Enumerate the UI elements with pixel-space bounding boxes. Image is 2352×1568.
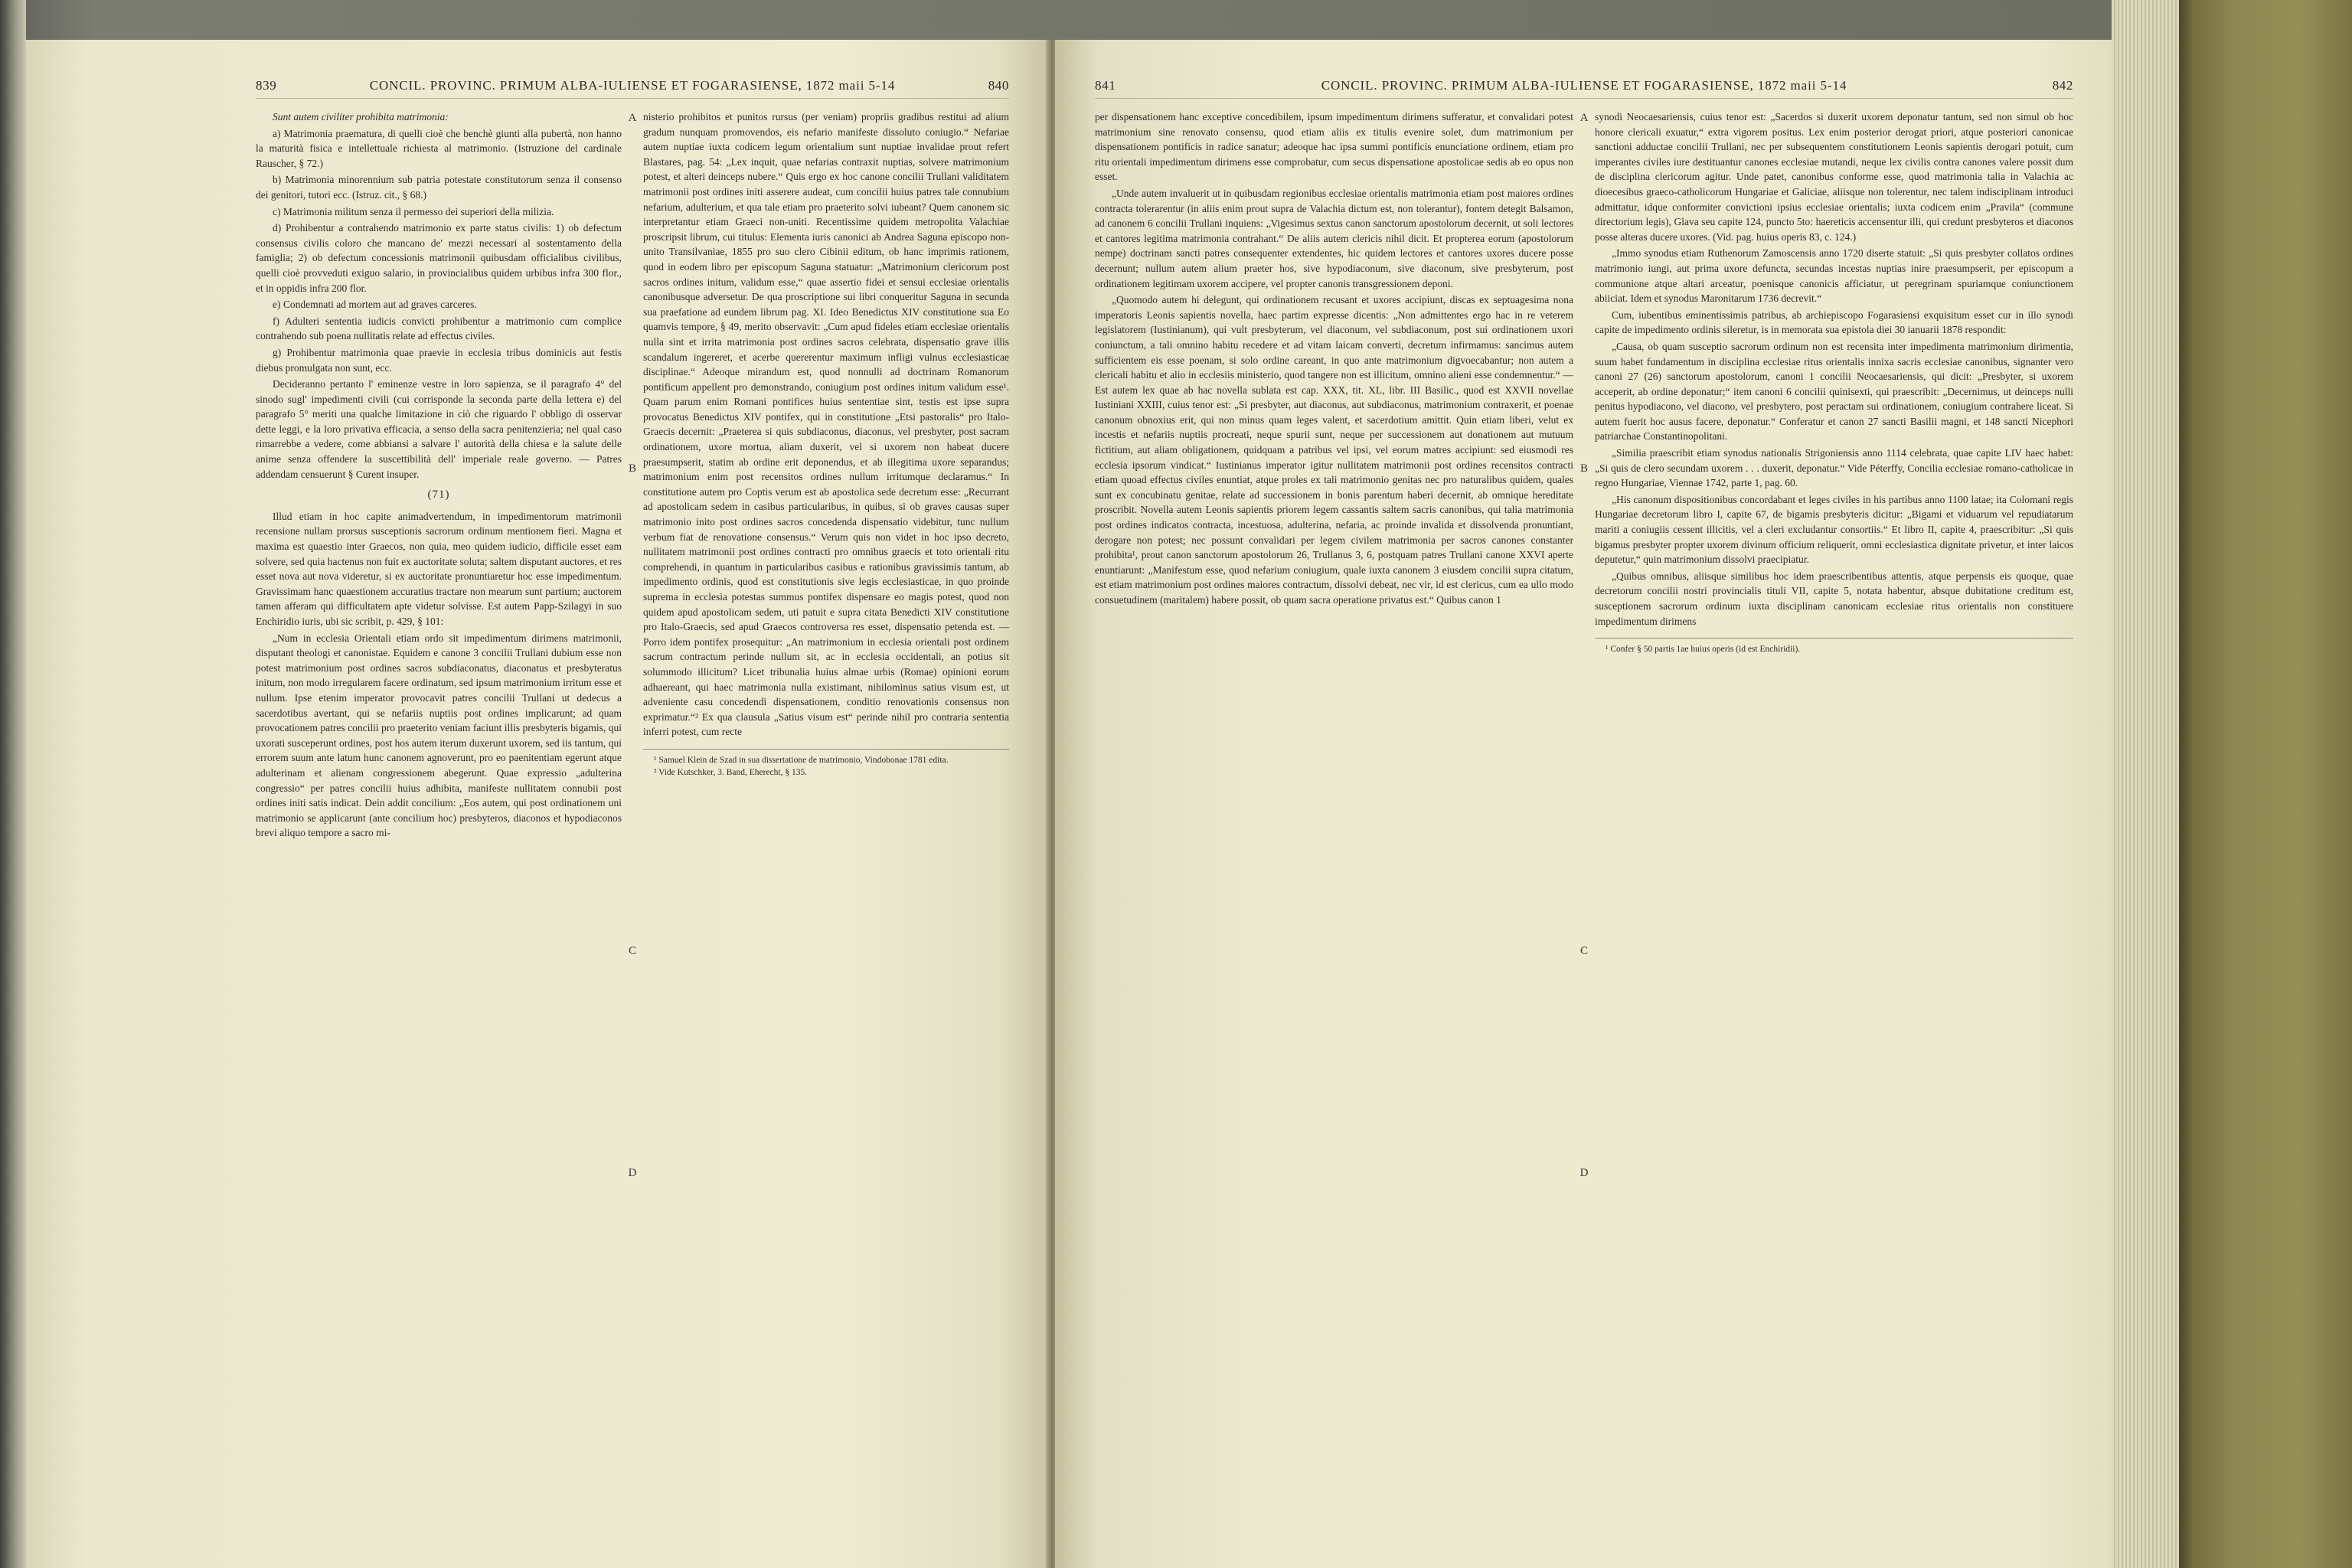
left-col1-paragraph: c) Matrimonia militum senza il permesso dei superiori della milizia. [273,205,554,217]
footnote: ¹ Samuel Klein de Szad in sua dissertatione de matrimonio, Vindobonae 1781 edita. [654,755,949,765]
left-col1-paragraph: f) Adulteri sententia iudicis convicti prohibentur a matrimonio cum complice contrahendo sub poena nullitatis relate ad effectus civiles. [256,315,622,342]
right-col1-paragraph: „Quomodo autem hi delegunt, qui ordinationem recusant et uxores accipiunt, discas ex septuagesima nona imperatoris Leonis sapientis novella, haec partim expresse dicentis: „Non admittentes ergo hac in re veterem legislatorem (Iustinianum), qui vult presbyterum, vel diaconum, vel subdiaconum, post sui ordinationem uxori coniunctum, a tali omnino habitu recedere et ad vitam laicam converti, decretum infirmamus: sancimus autem sufficientem eis esse poenam, si solo ordine careant, in quo ante matrimonium digvoecabantur; non autem a clericali habitu et alio in ecclesiis ministerio, quod tangere non est illicitum, omnino alieni esse condemnentur.“ — Est autem lex quae ab hac novella sublata est cap. XXX, tit. XL, libr. III Basilic., quod est XXVII novellae Iustiniani XXIII, cuius tenor est: „Si presbyter, aut diaconus, aut subdiaconus, matrimonium contraxerit, et poenae canonum obnoxius erit, qui non minus quam leges valent, et sacerdotium amittit. Quin etiam liberi, velut ex incestis et nefariis nuptiis procreati, neque spurii sunt, neque per successionem aut donationem aut mutuum fictitium, aut aliam obligationem, quidquam a patribus vel ipsi, vel eorum matres accipiunt: sed eiusmodi res ecclesia ipsorum vindicat.“ Iustinianus imperator igitur nullitatem matrimonii post ordines recensitos contracti etiam quoad effectus civiles enuntiat, atque proles ex tali matrimonio genitas nec pro naturalibus quidem, quales sunt ex concubinatu genitae, relate ad successionem in bonis parentum haberi decernit, ab omnique hereditate proscribit. Novella autem Leonis sapientis priorem legem cassantis saltem sacris canonibus, qui talia matrimonia post ordines indicatos contracta, incestuosa, adulterina, nefaria, ac proinde invalida et dissolvenda pronuntiant, derogare non potest; nec possunt convalidari per legem civilem matrimonia per sacros canones constanter prohibita¹, prout canon sanctorum apostolorum 26, Trullanus 3, 6, postquam patres Trullani canone XXVI aperte enuntiarunt: „Manifestum esse, quod nefarium coniugium, quale iuxta canonem 3 eiusdem concilii supra citatum, est etiam matrimonium post ordines maiores contractum, dissolvi debeat, nec vir, id est clericus, cum ea ullo modo consuetudinem (maritalem) habere possit, ob quam sacra operatione privatus est.“ Quibus canon 1 [1095,294,1573,606]
left-col1-paragraph: Illud etiam in hoc capite animadvertendum, in impedimentorum matrimonii recensione nullam prorsus susceptionis sacrorum ordinum mentionem fieri. Magna et maxima est quaestio inter Graecos, non quia, meo quidem iudicio, difficile esset eam solvere, sed quia hactenus non fuit ex auctoritate soluta; saltem disputant auctores, et res esset nova aut nova videretur, si ex auctoritate pronuntiaretur hoc esse impedimentum. Gravissimam hanc quaestionem accuratius tractare non mearum sunt partium; auctorem tamen afferam qui difficultatem apte videtur solvisse. Est autem Papp-Szilagyi in suo Enchiridio iuris, ubi sic scribit, p. 429, § 101: [256,510,622,627]
left-col1-paragraph: d) Prohibentur a contrahendo matrimonio ex parte status civilis: 1) ob defectum consensus civilis coloro che mancano de' mezzi necessari al sostentamento della famiglia; 2) ob defectum concessionis matrimonii quibusdam officialibus civilibus, quelli cioè provveduti exiguo salario, in provincialibus quidem urbibus infra 300 flor., et in oppidis infra 200 flor. [256,222,622,294]
right-col2-footnotes [1595,638,2073,655]
right-col2-paragraph: „His canonum dispositionibus concordabant et leges civiles in his partibus anno 1100 latae; ita Colomani regis Hungariae decretorum libro I, capite 67, de bigamis presbyteris dicitur: „Bigami et viduarum vel repudiatarum mariti a coniugiis cessent illicitis, vel a cleri excludantur consortiis.“ Et libro II, capite 4, praescribitur: „Si quis bigamus presbyter propter uxorem divinum officium reliquerit, omni ecclesiastica dignitate privetur, et inter laicos deputetur,“ quin matrimonium dissolvi praecipiatur. [1595,493,2073,566]
left-page [26,40,1049,1568]
right-col2-paragraph: „Quibus omnibus, aliisque similibus hoc idem praescribentibus attentis, atque perpensis eis quoque, quae decretorum concilii nostri provincialis tituli VII, capite 5, notata habentur, absque dubitatione creditum est, susceptionem sacrorum ordinum iuxta disciplinam canonicam ecclesiae ritus orientalis non constituere impedimentum dirimens [1595,570,2073,627]
margin-marker: B [1579,462,1588,475]
left-column-1 [256,109,622,842]
left-col1-paragraph: a) Matrimonia praematura, di quelli cioè che benchè giunti alla pubertà, non hanno la maturità fisica e intellettuale richiesta al matrimonio. (Istruzione del cardinale Rauscher, § 72.) [256,127,622,169]
right-page-body [1095,109,2073,1179]
left-page-body [256,109,1009,1179]
book-left-edge [0,0,26,1568]
right-page-number-outer: 842 [2052,78,2073,93]
right-header-title: CONCIL. PROVINC. PRIMUM ALBA-IULIENSE ET FOGARASIENSE, 1872 maii 5-14 [1321,78,1847,93]
right-page [1055,40,2112,1568]
left-page-number-inner: 840 [988,78,1009,93]
right-col2-paragraph: „Similia praescribit etiam synodus nationalis Strigoniensis anno 1114 celebrata, quae capite LIV haec habet: „Si quis de clero secundam uxorem . . . duxerit, deponatur.“ Vide Péterffy, Concilia ecclesiae romano-catholicae in regno Hungariae, Viennae 1742, parte 1, pag. 60. [1595,447,2073,489]
left-col1-paragraph: „Num in ecclesia Orientali etiam ordo sit impedimentum dirimens matrimonii, disputant theologi et canonistae. Equidem e canone 3 concilii Trullani dubium esse non potest matrimonium post ordines sacros subdiaconatus, diaconatus et presbyteratus initum, non modo irregularem facere ordinatum, sed ipsum matrimonium irritum esse et nullum. Ipse etenim imperator provocavit patres concilii Trullani ut dedecus a sacerdotibus avertant, qui se nefariis nuptiis post ordines implicarunt; ad quam provocationem patres concilii pro praeterito veniam faciunt illis presbyteris bigamis, qui uxorati susceperunt ordines, post hos autem iterum duxerunt uxorem, sed iis tantum, qui errorem suum ante latum hunc canonem agnoverunt, pro eo paenitentiam egerunt atque adulterinam et alienam congressionem abegerunt. Quae expressio „adulterina congressio“ per patres concilii huius adhibita, manifeste nullitatem connubii post ordines initi satis indicat. Dein addit concilium: „Eos autem, qui post ordinationem uni matrimonio se applicarunt (ante concilium hoc) presbyteros, diaconos et hypodiaconos brevi aliquo tempore a sacro mi- [256,632,622,839]
right-running-header [1095,78,2073,99]
page-block-edge [2112,0,2179,1568]
left-page-number-outer: 839 [256,78,277,93]
margin-marker: A [628,112,637,124]
right-col2-paragraph: „Causa, ob quam susceptio sacrorum ordinum non est recensita inter impedimenta matrimonium dirimentia, suum habet fundamentum in disciplina ecclesiae ritus orientalis innixa sacris ecclesiae canonibus, signanter vero canoni 27 (26) sanctorum apostolorum, canoni 1 concilii Neocaesariensis, qui dicit: „Presbyter, si uxorem acceperit, ab ordine deponatur;“ item canoni 6 concilii quinisexti, qui praescribit: „Decernimus, ut deinceps nulli penitus hypodiacono, vel diacono, vel presbytero, post peractam sui ordinationem, coniugium contrahere liceat. Si autem fuerit hoc ausus facere, deponatur.“ Conferatur et canon 27 sancti Basilii magni, et 148 sancti Nicephori patriarchae Constantinopolitani. [1595,340,2073,443]
right-col2-paragraph: Cum, iubentibus eminentissimis patribus, ab archiepiscopo Fogarasiensi exquisitum esset cur in illo synodi capite de impedimento ordinis sileretur, is in memorata sua epistola diei 30 ianuarii 1878 respondit: [1595,309,2073,336]
right-margin-markers [1573,109,1595,1179]
left-col2-paragraph: nisterio prohibitos et punitos rursus (per veniam) propriis gradibus restitui ad alium gradum nunquam promovendos, eis nefario manifeste dissoluto coniugio.“ Nefariae autem nuptiae iuxta codicem legum orientalium sunt nuptiae invalidae prout refert Blastares, pag. 54: „Lex inquit, quae nefarias contraxit nuptias, solvere matrimonium potest, et alteri deinceps nubere.“ Quis ergo ex hoc canone concilii Trullani validitatem matrimonii post ordines initi asserere audeat, cum concilii huius patres tale connubium nefarium, adulterium, et qua tale etiam pro praeterito solvi iubeant? Quem canonem sic interpretantur etiam Graeci non-uniti. Recentissime quidem metropolita Valachiae proscripsit librum, cui titulus: Elementa iuris canonici ab Andrea Saguna episcopo non-unito Transilvaniae, 1855 pro suo clero Cibinii editum, ob hanc imprimis rationem, quod in eodem libro per episcopum Saguna statuatur: „Matrimonium clericorum post sacros ordines initum, validum esse,“ quae assertio fidei et sensui ecclesiae orientalis canonibusque adversetur. De qua proscriptione sui libri conqueritur Saguna in secunda sua praefatione ad eundem librum pag. XI. Ideo Benedictus XIV constitutione sua Eo quamvis tempore, § 49, merito observavit: „Cum apud fideles etiam ecclesiae orientalis nulla sint et irrita matrimonia post ordines sacros celebrata, dispensatio grave illis scandalum ingereret, et acerbe quererentur maximum infligi vulnus ecclesiasticae disciplinae.“ Adeoque mirandum est, quod nonnulli ad doctrinam Romanorum pontificum appellent pro demonstrando, coniugium post ordines initum validum esse¹. Quam parum enim Romani pontifices huius sententiae sint, testis est ipse supra provocatus Benedictus XIV pontifex, qui in constitutione „Etsi pastoralis“ pro Italo-Graecis decernit: „Praeterea si quis subdiaconus, diaconus, vel presbyter, post sacram ordinationem, uxore mortua, aliam duxerit, vel si uxorem non habeat ducere praesumpserit, statim ab ordine erit deponendus, et ab illegitima uxore separandus; matrimonium enim post recensitos ordines nullum irritumque declaramus.“ In constitutione autem pro Coptis verum est ab apostolica sede decretum esse: „Recurrant ad apostolicam sedem in casibus particularibus, in quibus, si ob graves causas super matrimonio inito post ordines sacros concedenda dispensatio videbitur, tunc nullum verbum fiat de renovatione consensus.“ Verum quis non videt in hoc ipso decreto, nullitatem matrimonii post ordines contracti pro omnibus graecis et toto orientali ritu comprehendi, in quantum in particularibus casibus e rationibus gravissimis tantum, ab impedimento ordinis, quod est constitutionis sive legis ecclesiasticae, in quo proinde suprema in ecclesia potestas summus pontifex dispensare eo magis potest, quod non quidem apud apostolicam sedem, uti patuit e supra citata Benedicti XIV constitutione pro Italo-Graecis, sed apud Graecos controversa res esset, dispensatio petenda est. — Porro idem pontifex prosequitur: „An matrimonium in ecclesia orientali post ordinem sacrum contractum perinde nullum sit, ac in ecclesia occidentali, an potius sit solummodo illicitum? Licet tribunalia huius almae urbis (Romae) opinioni eorum adhaereant, qui haec matrimonia nulla existimant, nihilominus satius visum est, ut adveniente casu concedendi dispensationem, conditio renovationis consensus non exprimatur.“² Ex qua clausula „Satius visum est“ perinde nihil pro contraria sententia inferri potest, cum recte [643,111,1009,738]
left-margin-markers [622,109,643,1179]
left-col1-paragraph: b) Matrimonia minorennium sub patria potestate constitutorum senza il consenso dei genitori, tutori ecc. (Istruz. cit., § 68.) [256,174,622,201]
right-page-number-inner: 841 [1095,78,1116,93]
left-col1-paragraph: g) Prohibentur matrimonia quae praevie in ecclesia tribus dominicis aut festis diebus promulgata non sunt, ecc. [256,346,622,374]
margin-marker: A [1579,112,1589,124]
right-col1-paragraph: per dispensationem hanc exceptive concedibilem, ipsum impedimentum dirimens sufferatur, et convalidari potest matrimonium sine renovato consensu, quod etiam aliis ex titulis evenire solet, dum matrimonium per dispensationem pontificis in radice sanatur; adeoque hac ipsa summi pontificis enunciatione ordinem, etiam pro ritu orientali impedimentum dirimens esse comprobatur, cum secus dispensatione apostolicae sedis ab eo opus non esset. [1095,111,1573,183]
left-col1-paragraph: Decideranno pertanto l' eminenze vestre in loro sapienza, se il paragrafo 4° del sinodo sugl' impedimenti civili (cui corrisponde la seconda parte della lettera e) del paragrafo 5° meriti una qualche limitazione in ciò che riguardo l' obbligo di osservar dette leggi, e la loro privativa efficacia, a senso della sacra penitenzieria; nel qual caso rimarrebbe a vedere, come abbiansi a salvare l' autorità della chiesa e la salute delle anime senza offendere la suscettibilità dell' imperiale reale governo. — Patres addendam censuerunt § Curent insuper. [256,378,622,480]
left-col1-paragraph: Sunt autem civiliter prohibita matrimonia: [273,111,449,122]
margin-marker: D [1579,1167,1589,1179]
left-col1-paragraph: e) Condemnati ad mortem aut ad graves carceres. [273,299,477,311]
left-column-2 [643,109,1009,842]
right-col2-paragraph: synodi Neocaesariensis, cuius tenor est: „Sacerdos si duxerit uxorem deponatur tantum, sed non simul ob hoc honore clericali exuatur,“ extra vigorem positus. Lex enim posterior derogat priori, atque posteriori canonicae sanctioni adductae concilii Trullani, nec per subsequentem constitutionem Leonis sapientis derogari potuit, cum imperantes civiles iure destituantur canones ecclesiae mutandi, neque lex civilis contra canones valere possit dum de disciplina clericorum agitur. Unde patet, canonibus conforme esse, quod matrimonia talia in Valachia ac dioecesibus graeco-catholicorum Hungariae et Galiciae, aliisque non tolerentur, nec talem indisciplinam introduci admittatur, idque conformiter convictioni ipsius ecclesiae orientalis; iuxta codicem enim „Pravila“ (commune directorium legis), Glava seu capite 124, puncto 5to: haereticis accensentur illi, qui credunt presbyteros et diaconos posse alteras ducere uxores. (Vid. pag. huius operis 83, c. 124.) [1595,111,2073,243]
left-col2-footnotes [643,749,1009,779]
margin-marker: B [628,462,636,475]
right-column-1 [1095,109,1573,655]
margin-marker: C [1579,945,1588,957]
right-col1-paragraph: „Unde autem invaluerit ut in quibusdam regionibus ecclesiae orientalis matrimonia etiam post maiores ordines contracta tolerarentur (in aliis enim prout supra de Valachia dictum est, non tolerantur), fontem detegit Balsamon, ad canonem 6 concilii Trullani inquiens: „Vigesimus sextus canon sanctorum apostolorum decernit, ut soli lectores et cantores legitima matrimonia contrahant.“ De aliis autem clericis nihil dicit. Et propterea eorum (apostolorum nempe) doctrinam sancti patres consequenter extendentes, hic quidem lectores et cantores uxores ducere posse decernunt; nullum autem alium praeter hos, sive hypodiaconum, sive diaconum, sive presbyterum, post ordinationem legitimam uxorem accipere, vel propter canonis transgressionem deponi. [1095,187,1573,289]
left-header-title: CONCIL. PROVINC. PRIMUM ALBA-IULIENSE ET FOGARASIENSE, 1872 maii 5-14 [369,78,896,93]
right-column-2 [1595,109,2073,655]
footnote: ² Vide Kutschker, 3. Band, Eherecht, § 135. [654,767,808,777]
book-cover [2179,0,2352,1568]
margin-marker: D [628,1167,637,1179]
footnote: ¹ Confer § 50 partis 1ae huius operis (id est Enchiridii). [1606,645,1801,655]
cover-hinge [2179,0,2194,1568]
left-col1-paragraph: (71) [427,488,450,501]
margin-marker: C [628,945,636,957]
right-col2-paragraph: „Immo synodus etiam Ruthenorum Zamoscensis anno 1720 diserte statuit: „Si quis presbyter collatos ordines matrimonio iungi, aut prima uxore defuncta, secundas incestas nuptias inire praesumpserit, per episcopum a communione atque altari arceatur, poenisque canonicis afficiatur, ut peregrinam spuriamque coniunctionem abiiciat. Idem et synodus Maronitarum 1736 decrevit.“ [1595,247,2073,305]
left-running-header [256,78,1009,99]
